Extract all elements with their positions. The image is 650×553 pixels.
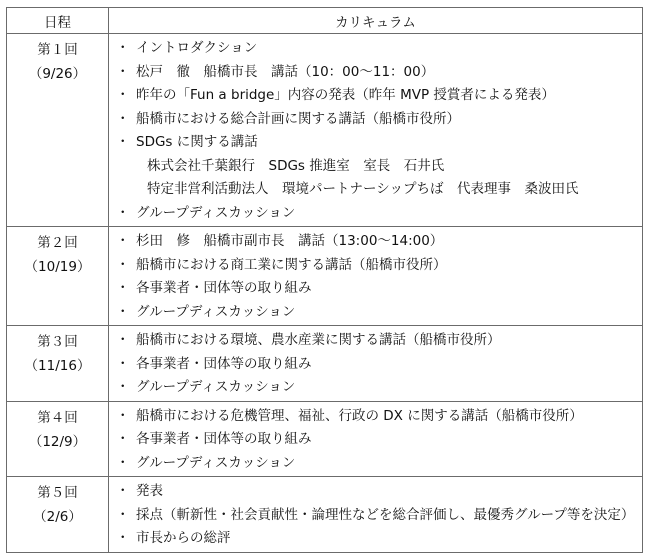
- list-item-text: 各事業者・団体等の取り組み: [136, 431, 312, 447]
- date-column-header: 日程: [7, 8, 109, 34]
- curriculum-list: [109, 34, 642, 226]
- bullet-mark: ・: [116, 379, 130, 395]
- bullet-mark: ・: [116, 483, 130, 499]
- list-item-text: 各事業者・団体等の取り組み: [136, 355, 312, 372]
- curriculum-list: [109, 477, 642, 552]
- session-date-cell: [7, 34, 109, 227]
- session-curriculum-cell: [109, 227, 643, 326]
- bullet-mark: ・: [116, 530, 130, 546]
- list-item-text: 松戸 徹 船橋市長 講話（10：00～11：00）: [136, 63, 435, 80]
- bullet-mark: ・: [116, 256, 130, 273]
- list-item-text: 株式会社千葉銀行 SDGs 推進室 室長 石井氏: [147, 157, 445, 174]
- list-item-text: グループディスカッション: [136, 204, 296, 221]
- session-date-cell: [7, 477, 109, 553]
- list-item: [109, 353, 642, 377]
- list-item: [109, 527, 642, 551]
- list-item: [109, 452, 642, 476]
- list-item: [109, 376, 642, 400]
- session-label: 第５回: [37, 485, 78, 501]
- header-row: [7, 8, 643, 34]
- session-row: [7, 227, 643, 326]
- bullet-mark: ・: [116, 355, 130, 372]
- session-label: 第４回: [37, 409, 78, 426]
- sub-list-item: [109, 155, 642, 179]
- session-curriculum-cell: [109, 401, 643, 477]
- list-item: [109, 230, 642, 254]
- list-item: [109, 428, 642, 452]
- bullet-mark: ・: [116, 87, 130, 103]
- list-item: [109, 405, 642, 429]
- list-item-text: 各事業者・団体等の取り組み: [136, 280, 312, 296]
- list-item-text: グループディスカッション: [136, 454, 296, 471]
- session-row: [7, 477, 643, 553]
- session-date-cell: [7, 227, 109, 326]
- bullet-mark: ・: [116, 40, 130, 56]
- list-item: [109, 37, 642, 61]
- list-item-text: 杉田 修 船橋市副市長 講話（13:00～14:00）: [136, 233, 444, 249]
- list-item: [109, 504, 642, 528]
- session-date-cell: [7, 401, 109, 477]
- list-item-text: 船橋市における総合計画に関する講話（船橋市役所）: [136, 110, 460, 127]
- list-item: [109, 108, 642, 132]
- list-item-text: SDGs に関する講話: [136, 134, 258, 150]
- bullet-mark: ・: [116, 303, 130, 320]
- list-item: [109, 301, 642, 325]
- session-row: [7, 34, 643, 227]
- curriculum-column-header: カリキュラム: [109, 8, 643, 34]
- list-item: [109, 61, 642, 85]
- curriculum-schedule-table: [6, 7, 643, 553]
- session-label: 第２回: [37, 235, 78, 251]
- session-label: 第１回: [37, 42, 78, 58]
- list-item: [109, 202, 642, 226]
- bullet-mark: ・: [116, 454, 130, 471]
- bullet-mark: ・: [116, 332, 130, 348]
- bullet-mark: ・: [116, 134, 130, 150]
- session-row: [7, 326, 643, 402]
- list-item-text: イントロダクション: [136, 40, 258, 56]
- session-date: （10/19）: [24, 259, 91, 275]
- list-item: [109, 277, 642, 301]
- session-curriculum-cell: [109, 34, 643, 227]
- list-item-text: グループディスカッション: [136, 379, 296, 395]
- curriculum-list: [109, 326, 642, 401]
- bullet-mark: ・: [116, 110, 130, 127]
- list-item-text: 市長からの総評: [136, 530, 231, 546]
- session-curriculum-cell: [109, 477, 643, 553]
- bullet-mark: ・: [116, 407, 130, 424]
- bullet-mark: ・: [116, 431, 130, 447]
- session-date: （12/9）: [28, 433, 87, 450]
- sub-list-item: [109, 178, 642, 202]
- bullet-mark: ・: [116, 233, 130, 249]
- list-item: [109, 84, 642, 108]
- list-item: [109, 329, 642, 353]
- list-item-text: 発表: [136, 483, 163, 499]
- curriculum-list: [109, 227, 642, 325]
- session-date: （11/16）: [24, 358, 91, 374]
- list-item-text: グループディスカッション: [136, 303, 296, 320]
- list-item: [109, 254, 642, 278]
- bullet-mark: ・: [116, 506, 130, 523]
- bullet-mark: ・: [116, 63, 130, 80]
- list-item: [109, 480, 642, 504]
- list-item-text: 採点（斬新性・社会貢献性・論理性などを総合評価し、最優秀グループ等を決定）: [136, 506, 635, 523]
- session-curriculum-cell: [109, 326, 643, 402]
- session-date: （9/26）: [28, 66, 87, 82]
- list-item-text: 船橋市における危機管理、福祉、行政の DX に関する講話（船橋市役所）: [136, 407, 583, 424]
- list-item-text: 船橋市における商工業に関する講話（船橋市役所）: [136, 256, 447, 273]
- list-item-text: 船橋市における環境、農水産業に関する講話（船橋市役所）: [136, 332, 501, 348]
- curriculum-list: [109, 402, 642, 477]
- list-item-text: 特定非営利活動法人 環境パートナーシップちば 代表理事 桑波田氏: [147, 181, 579, 197]
- bullet-mark: ・: [116, 204, 130, 221]
- session-row: [7, 401, 643, 477]
- list-item: [109, 131, 642, 155]
- session-date-cell: [7, 326, 109, 402]
- bullet-mark: ・: [116, 280, 130, 296]
- session-date: （2/6）: [33, 509, 82, 525]
- list-item-text: 昨年の「Fun a bridge」内容の発表（昨年 MVP 授賞者による発表）: [136, 87, 555, 103]
- session-label: 第３回: [37, 334, 78, 350]
- sessions-body: [7, 34, 643, 553]
